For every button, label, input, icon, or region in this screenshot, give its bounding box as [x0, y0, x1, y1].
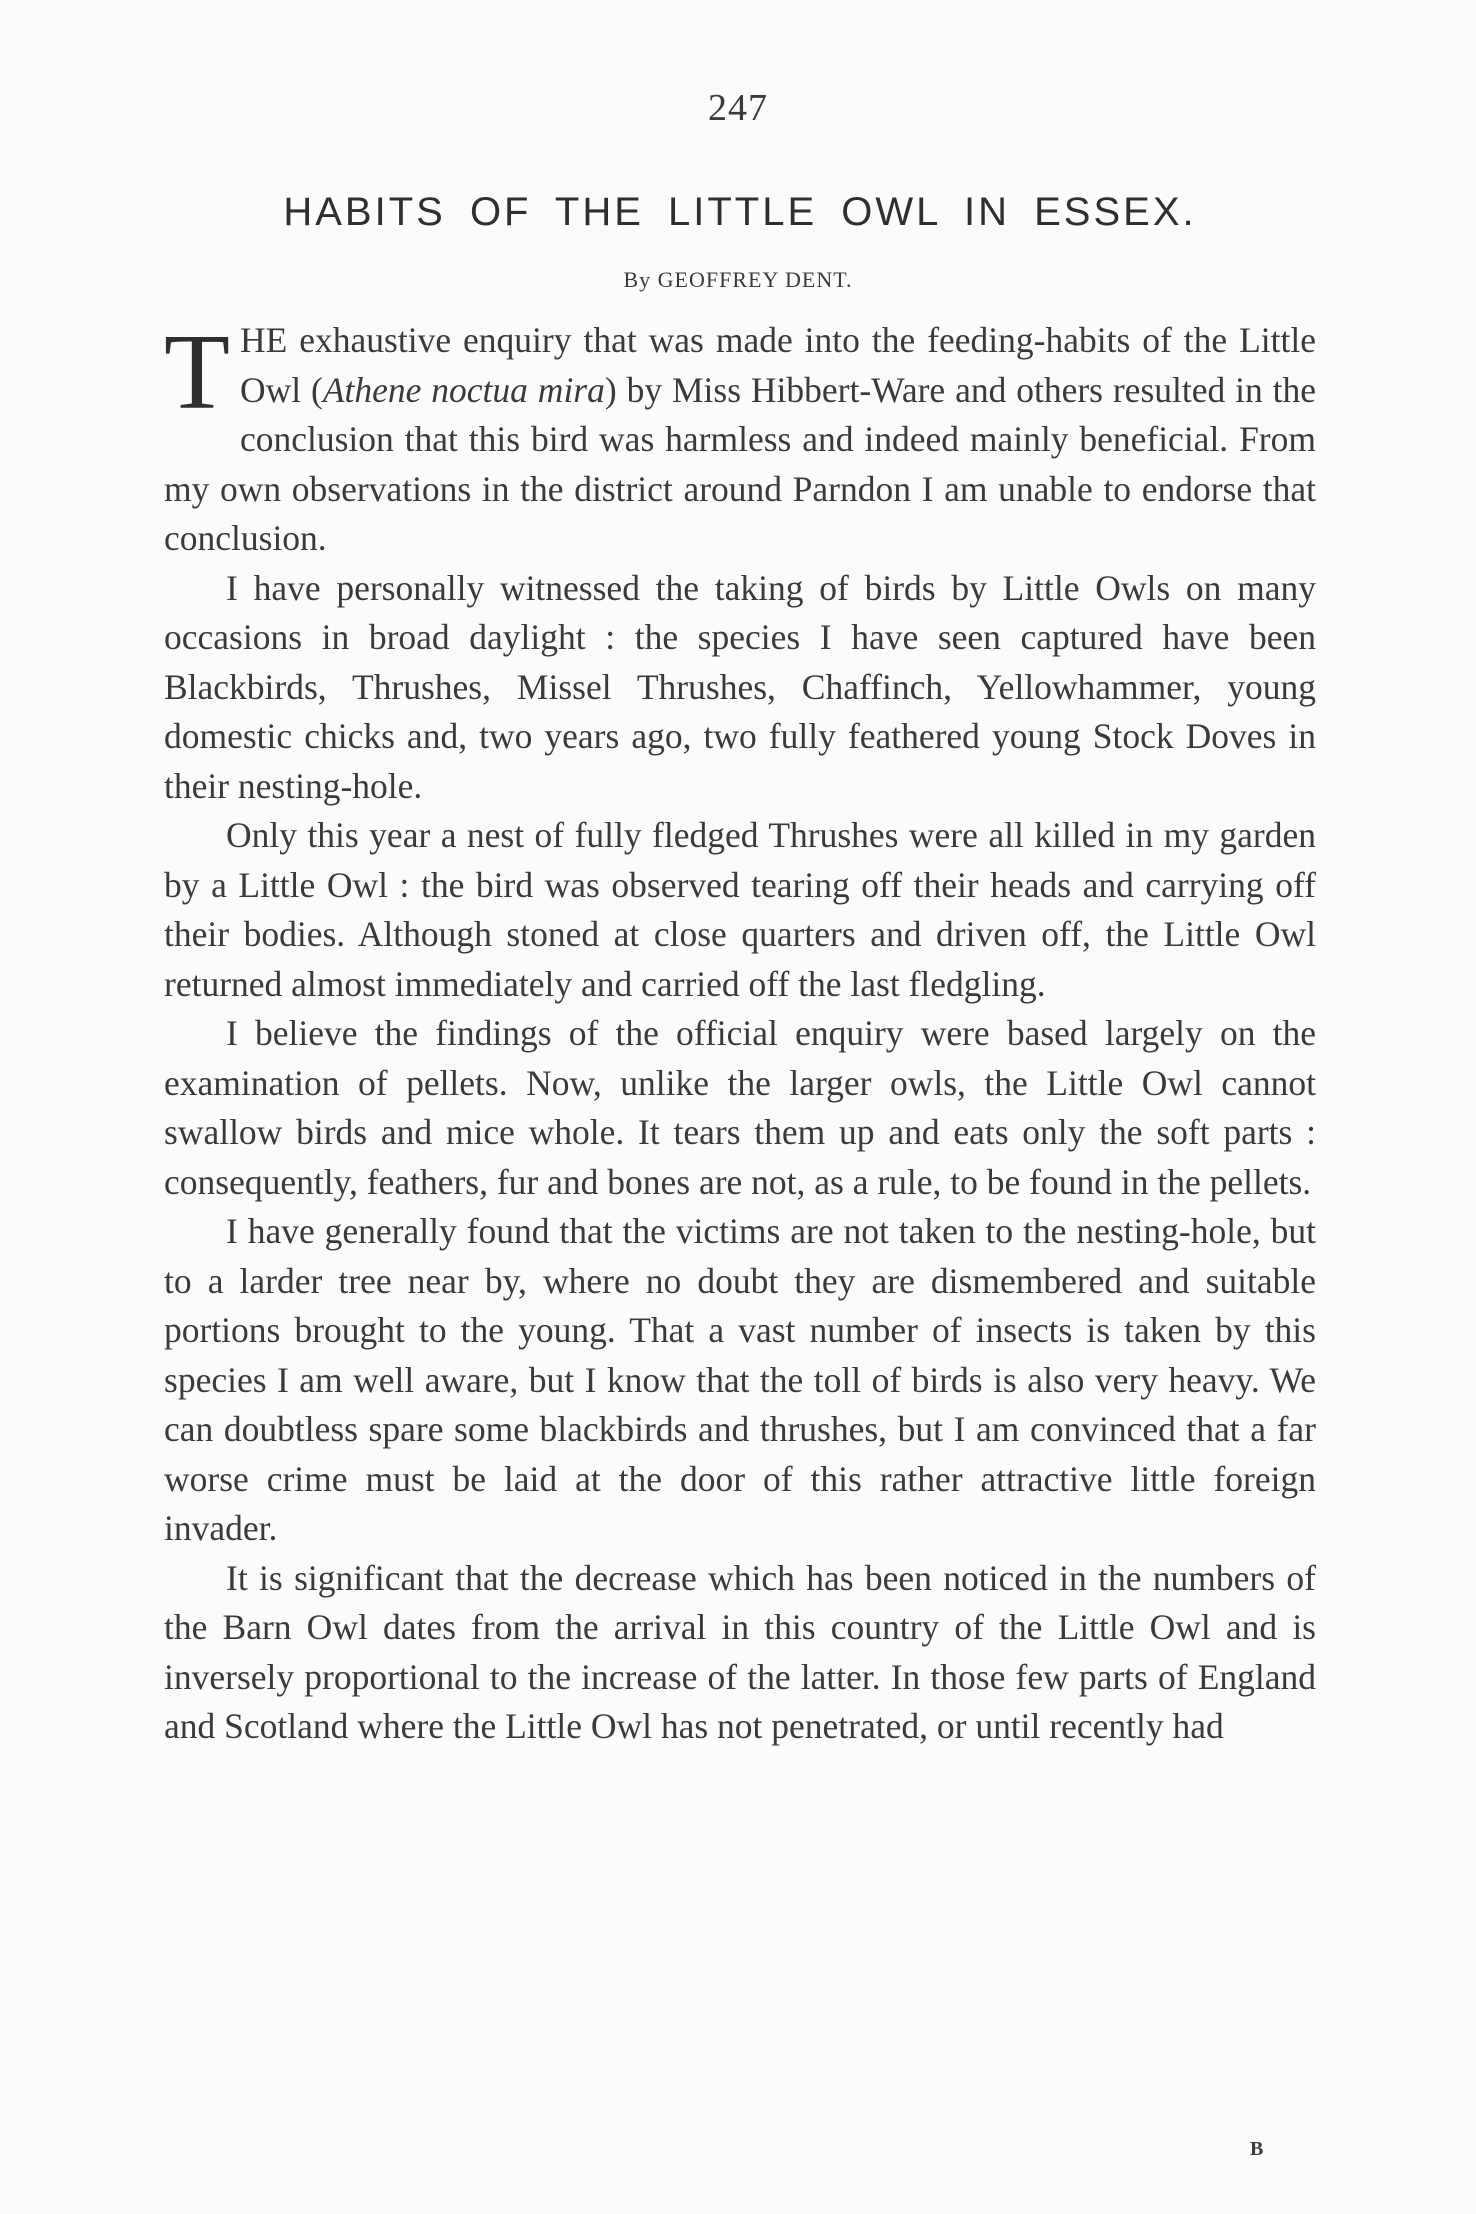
paragraph-5: I have generally found that the victims are not taken to the nesting-hole, but to a larder tree near by, where no doubt they are dismembered and suitable portions brought to the young. That a vast number of insects is taken by this species I am well aware, but I know that the toll of birds is also very heavy. We can doubtless spare some blackbirds and thrushes, but I am convinced that a far worse crime must be laid at the door of this rather attractive little foreign invader. — [164, 1211, 1316, 1548]
article-body — [164, 313, 1317, 1752]
paragraph-1-text-end: ) by Miss Hibbert-Ware and others resulted in the conclusion that this bird was harmless and indeed mainly beneficial. From my own observations in the district around Parndon I am unable to endorse that conclusion. — [164, 369, 1317, 558]
paragraph-1 — [164, 313, 1317, 564]
paragraph-4: I believe the findings of the official enquiry were based largely on the examination of pellets. Now, unlike the larger owls, the Little Owl cannot swallow birds and mice whole. It tears them up and eats only the soft parts : consequently, feathers, fur and bones are not, as a rule, to be found in the pellets. — [164, 1013, 1316, 1202]
species-name: Athene noctua mira — [322, 369, 605, 410]
article-byline: By GEOFFREY DENT. — [623, 267, 853, 292]
signature-mark: B — [1250, 2138, 1264, 2160]
page-number: 247 — [708, 87, 768, 129]
paragraph-1-text-start: HE exhaustive enquiry that was made into the feeding-habits of the Little Owl ( — [239, 320, 1316, 410]
article-title: HABITS OF THE LITTLE OWL IN ESSEX. — [283, 190, 1197, 234]
paragraph-6: It is significant that the decrease which has been noticed in the numbers of the Barn Owl dates from the arrival in this country of the Little Owl and is inversely proportional to the increase of the latter. In those few parts of England and Scotland where the Little Owl has not penetrated, or until recently had — [164, 1557, 1316, 1746]
paragraph-2: I have personally witnessed the taking of birds by Little Owls on many occasions in broad daylight : the species I have seen captured have been Blackbirds, Thrushes, Missel Thrushes, Chaffinch, Yellowhammer, young domestic chicks and, two years ago, two fully feathered young Stock Doves in their nesting-hole. — [164, 567, 1316, 806]
paragraph-3: Only this year a nest of fully fledged Thrushes were all killed in my garden by a Little Owl : the bird was observed tearing off their heads and carrying off their bodies. Although stoned at close quarters and driven off, the Little Owl returned almost immediately and carried off the last fledgling. — [164, 815, 1316, 1004]
drop-cap: T — [164, 313, 230, 432]
